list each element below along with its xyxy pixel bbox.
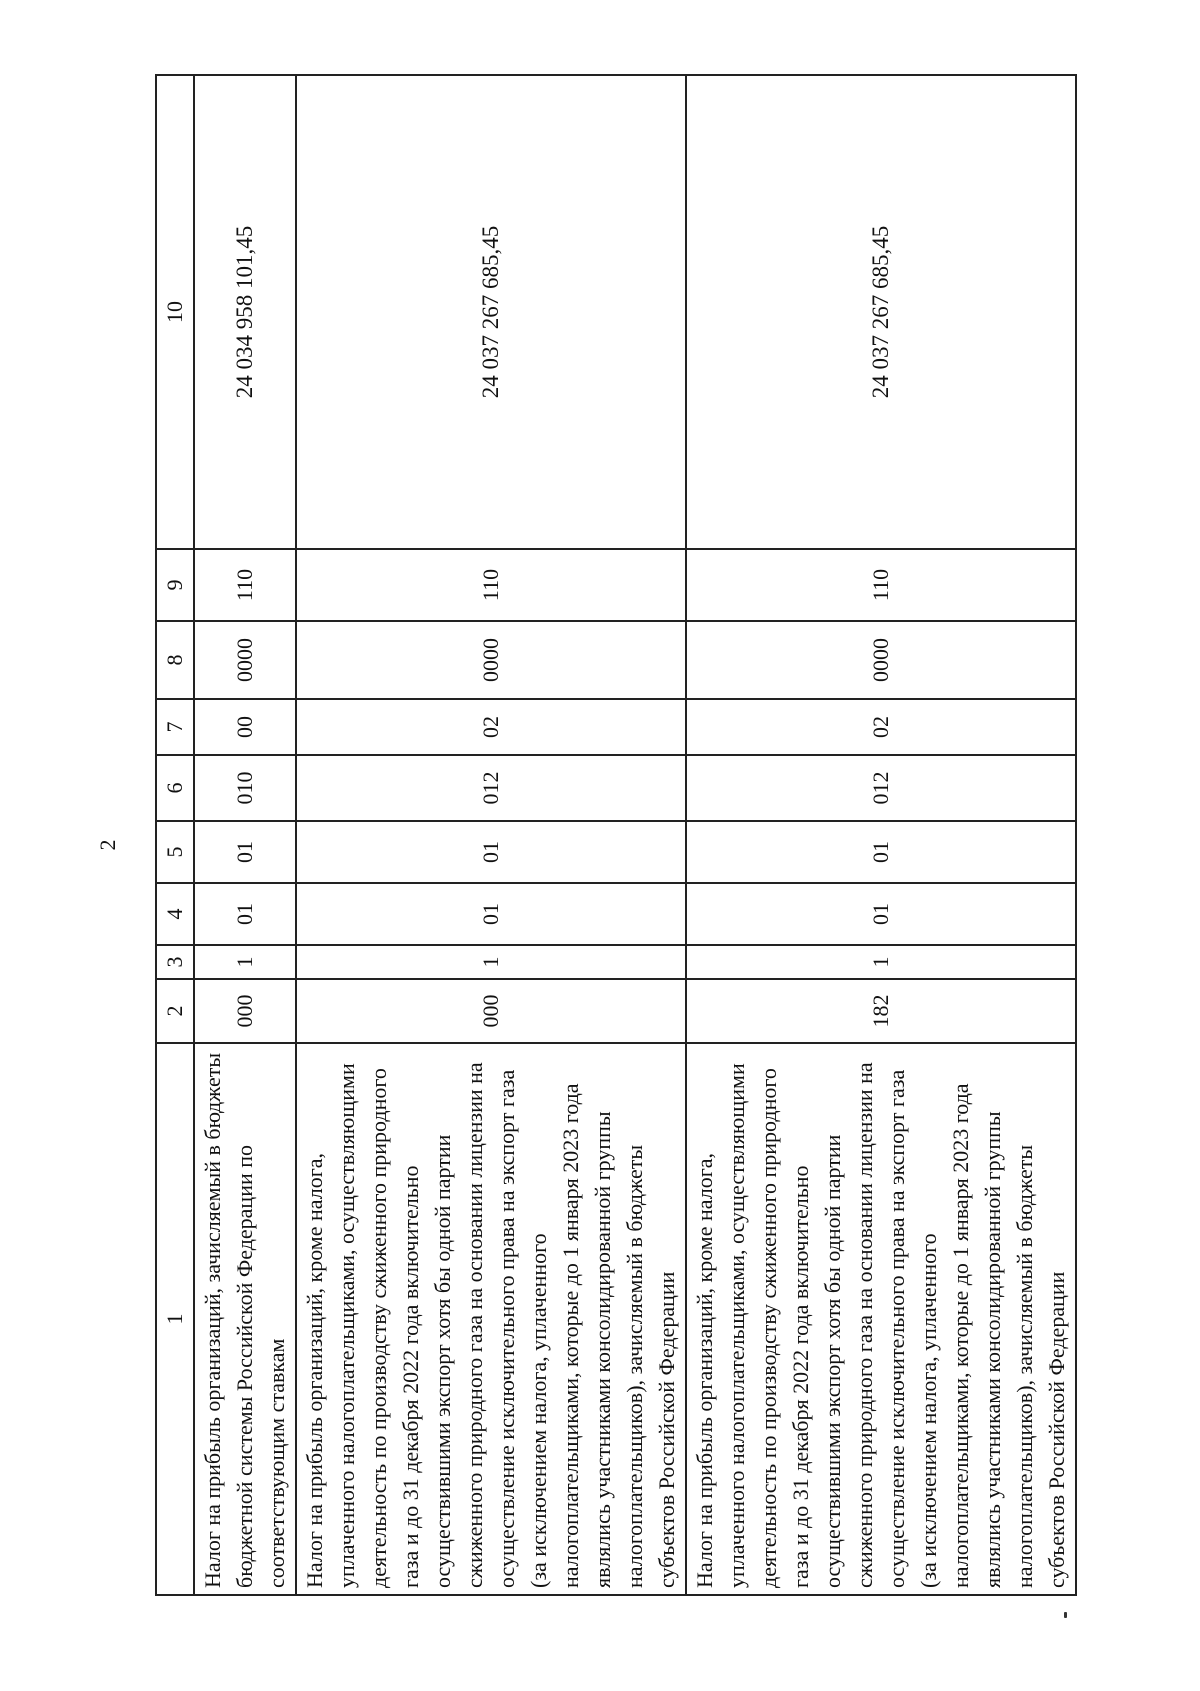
amount-value: 24 037 267 685,45: [296, 75, 686, 549]
element-code: 02: [686, 699, 1076, 755]
group-code: 1: [296, 945, 686, 979]
page-number: 2: [95, 839, 120, 851]
article-code: 01: [686, 821, 1076, 883]
header-row: [156, 75, 194, 1595]
subgroup-code: 01: [194, 883, 296, 945]
article-code: 01: [194, 821, 296, 883]
budget-revenue-table: [155, 74, 1077, 1596]
economic-code: 110: [296, 549, 686, 621]
scan-speck: [1064, 1612, 1067, 1618]
subarticle-code: 012: [686, 755, 1076, 821]
element-code: 02: [296, 699, 686, 755]
header-col-7: 7: [156, 699, 194, 755]
group-code: 1: [686, 945, 1076, 979]
program-code: 0000: [194, 621, 296, 699]
header-col-2: 2: [156, 979, 194, 1043]
program-code: 0000: [296, 621, 686, 699]
group-code: 1: [194, 945, 296, 979]
amount-value: 24 037 267 685,45: [686, 75, 1076, 549]
article-code: 01: [296, 821, 686, 883]
subarticle-code: 012: [296, 755, 686, 821]
admin-code: 182: [686, 979, 1076, 1043]
header-col-9: 9: [156, 549, 194, 621]
subgroup-code: 01: [686, 883, 1076, 945]
header-col-3: 3: [156, 945, 194, 979]
header-col-10: 10: [156, 75, 194, 549]
amount-value: 24 034 958 101,45: [194, 75, 296, 549]
program-code: 0000: [686, 621, 1076, 699]
table-row: [296, 75, 686, 1595]
economic-code: 110: [686, 549, 1076, 621]
subarticle-code: 010: [194, 755, 296, 821]
header-col-6: 6: [156, 755, 194, 821]
header-col-1: 1: [156, 1043, 194, 1595]
subgroup-code: 01: [296, 883, 686, 945]
header-col-5: 5: [156, 821, 194, 883]
admin-code: 000: [296, 979, 686, 1043]
row-description: Налог на прибыль организаций, кроме налога, уплаченного налогоплательщиками, осуществляющими деятельность по производству сжиженного природного газа и до 31 декабря 2022 года включительно осуществившими экспорт хотя бы одной партии сжиженного природного газа на основании лицензии на осуществление исключительного права на экспорт газа (за исключением налога, уплаченного налогоплательщиками, которые до 1 января 2023 года являлись участниками консолидированной группы налогоплательщиков), зачисляемый в бюджеты субъектов Российской Федерации: [686, 1043, 1076, 1595]
header-col-4: 4: [156, 883, 194, 945]
table-row: [194, 75, 296, 1595]
row-description: Налог на прибыль организаций, зачисляемый в бюджеты бюджетной системы Российской Федерации по соответствующим ставкам: [194, 1043, 296, 1595]
table-row: [686, 75, 1076, 1595]
header-col-8: 8: [156, 621, 194, 699]
rotated-table-container: [155, 76, 1069, 1596]
economic-code: 110: [194, 549, 296, 621]
row-description: Налог на прибыль организаций, кроме налога, уплаченного налогоплательщиками, осуществляющими деятельность по производству сжиженного природного газа и до 31 декабря 2022 года включительно осуществившими экспорт хотя бы одной партии сжиженного природного газа на основании лицензии на осуществление исключительного права на экспорт газа (за исключением налога, уплаченного налогоплательщиками, которые до 1 января 2023 года являлись участниками консолидированной группы налогоплательщиков), зачисляемый в бюджеты субъектов Российской Федерации: [296, 1043, 686, 1595]
element-code: 00: [194, 699, 296, 755]
admin-code: 000: [194, 979, 296, 1043]
